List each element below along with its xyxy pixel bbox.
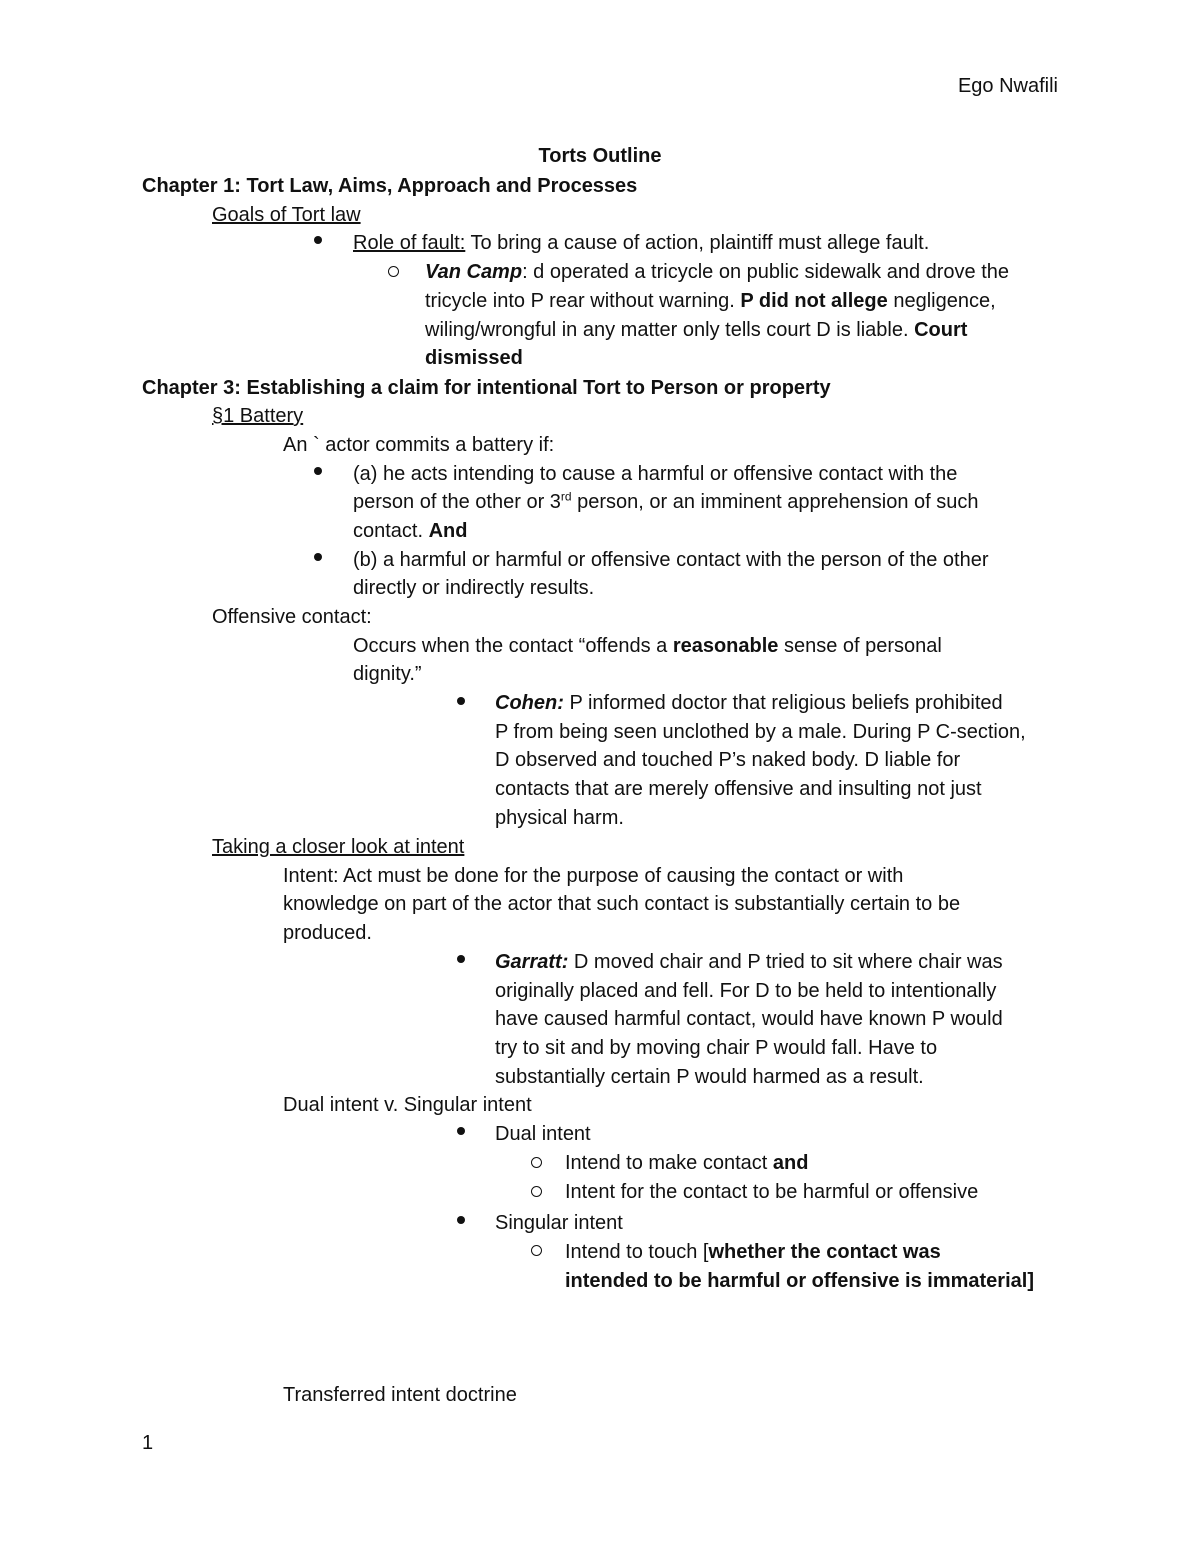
bullet-dot-icon: [457, 1216, 465, 1224]
offensive-text-1c: sense of personal: [778, 635, 942, 657]
battery-heading: §1 Battery: [212, 405, 304, 427]
cohen-case-name: Cohen:: [495, 692, 564, 714]
cohen-line-4: contacts that are merely offensive and insulting not just: [495, 778, 982, 800]
bullet-circle-icon: [531, 1186, 542, 1197]
vancamp-line-1: [425, 258, 1009, 287]
garratt-line-1: [495, 948, 1003, 977]
bullet-dot-icon: [314, 467, 322, 475]
intent-line-2: knowledge on part of the actor that such contact is substantially certain to be: [283, 893, 961, 915]
bullet-dot-icon: [314, 553, 322, 561]
garratt-case-name: Garratt:: [495, 951, 569, 973]
vancamp-case-name: Van Camp: [425, 261, 523, 283]
garratt-line-5: substantially certain P would harmed as a result.: [495, 1066, 924, 1088]
role-of-fault-text: To bring a cause of action, plaintiff must allege fault.: [465, 232, 930, 254]
transferred-intent-heading: Transferred intent doctrine: [283, 1384, 517, 1406]
dual-sub-2: Intent for the contact to be harmful or offensive: [565, 1181, 979, 1203]
battery-a-line-1: (a) he acts intending to cause a harmful or offensive contact with the: [353, 463, 958, 485]
battery-b-line-1: (b) a harmful or harmful or offensive contact with the person of the other: [353, 549, 989, 571]
singular-sub-1a: Intend to touch [: [565, 1241, 709, 1263]
battery-a-line-3: [353, 517, 468, 546]
page-number: 1: [142, 1432, 154, 1454]
garratt-line-2: originally placed and fell. For D to be held to intentionally: [495, 980, 997, 1002]
bullet-circle-icon: [531, 1245, 542, 1256]
dual-sub-1: [565, 1149, 808, 1178]
chapter3-heading: Chapter 3: Establishing a claim for intentional Tort to Person or property: [142, 377, 831, 399]
bullet-circle-icon: [388, 266, 399, 277]
header-author: Ego Nwafili: [957, 75, 1058, 97]
bullet-dot-icon: [457, 1127, 465, 1135]
cohen-line-3: D observed and touched P’s naked body. D liable for: [495, 749, 961, 771]
bullet-dot-icon: [457, 955, 465, 963]
cohen-line-2: P from being seen unclothed by a male. During P C-section,: [495, 721, 1026, 743]
cohen-text-1: P informed doctor that religious beliefs prohibited: [563, 692, 1003, 714]
vancamp-text-3a: wiling/wrongful in any matter only tells court D is liable.: [425, 319, 915, 341]
role-of-fault-item: [353, 229, 929, 258]
dual-intent-label: Dual intent: [495, 1123, 591, 1145]
singular-sub-1: [565, 1238, 941, 1267]
battery-a-text-2a: person of the other or 3: [353, 491, 561, 513]
role-of-fault-label: Role of fault:: [353, 232, 466, 254]
garratt-line-3: have caused harmful contact, would have known P would: [495, 1008, 1003, 1030]
battery-a-text-3b: And: [428, 520, 468, 542]
intent-line-3: produced.: [283, 922, 372, 944]
goals-heading: Goals of Tort law: [212, 204, 361, 226]
intent-heading: Taking a closer look at intent: [212, 836, 465, 858]
battery-intro: An ` actor commits a battery if:: [283, 434, 555, 456]
bullet-dot-icon: [457, 697, 465, 705]
vancamp-text-3b: Court: [914, 319, 968, 341]
vancamp-text-2b: P did not allege: [740, 290, 888, 312]
vancamp-line-2: [425, 287, 996, 316]
offensive-text-1a: Occurs when the contact “offends a: [353, 635, 673, 657]
cohen-line-5: physical harm.: [495, 807, 624, 829]
offensive-line-2: dignity.”: [353, 663, 422, 685]
ordinal-superscript: rd: [560, 489, 572, 504]
battery-a-line-2: [353, 488, 979, 517]
dual-sub-1b: and: [772, 1152, 809, 1174]
battery-a-text-2b: person, or an imminent apprehension of such: [571, 491, 979, 513]
offensive-text-1b: reasonable: [672, 635, 779, 657]
vancamp-text-2a: tricycle into P rear without warning.: [425, 290, 741, 312]
singular-sub-1b: whether the contact was: [708, 1241, 941, 1263]
vancamp-line-4: dismissed: [425, 347, 523, 369]
bullet-dot-icon: [314, 236, 322, 244]
garratt-text-1: D moved chair and P tried to sit where chair was: [568, 951, 1003, 973]
singular-sub-2: intended to be harmful or offensive is immaterial]: [565, 1270, 1034, 1292]
cohen-line-1: [495, 689, 1003, 718]
offensive-line-1: [353, 632, 942, 661]
dual-sub-1a: Intend to make contact: [565, 1152, 773, 1174]
dual-vs-singular-heading: Dual intent v. Singular intent: [283, 1094, 532, 1116]
vancamp-line-3: [425, 316, 967, 345]
battery-b-line-2: directly or indirectly results.: [353, 577, 595, 599]
chapter1-heading: Chapter 1: Tort Law, Aims, Approach and Processes: [142, 175, 638, 197]
battery-a-text-3a: contact.: [353, 520, 429, 542]
offensive-contact-heading: Offensive contact:: [212, 606, 372, 628]
bullet-circle-icon: [531, 1157, 542, 1168]
vancamp-text-1: : d operated a tricycle on public sidewalk and drove the: [522, 261, 1010, 283]
garratt-line-4: try to sit and by moving chair P would fall. Have to: [495, 1037, 938, 1059]
intent-line-1: Intent: Act must be done for the purpose of causing the contact or with: [283, 865, 904, 887]
vancamp-text-2c: negligence,: [887, 290, 996, 312]
singular-intent-label: Singular intent: [495, 1212, 623, 1234]
page-title: Torts Outline: [538, 145, 662, 167]
